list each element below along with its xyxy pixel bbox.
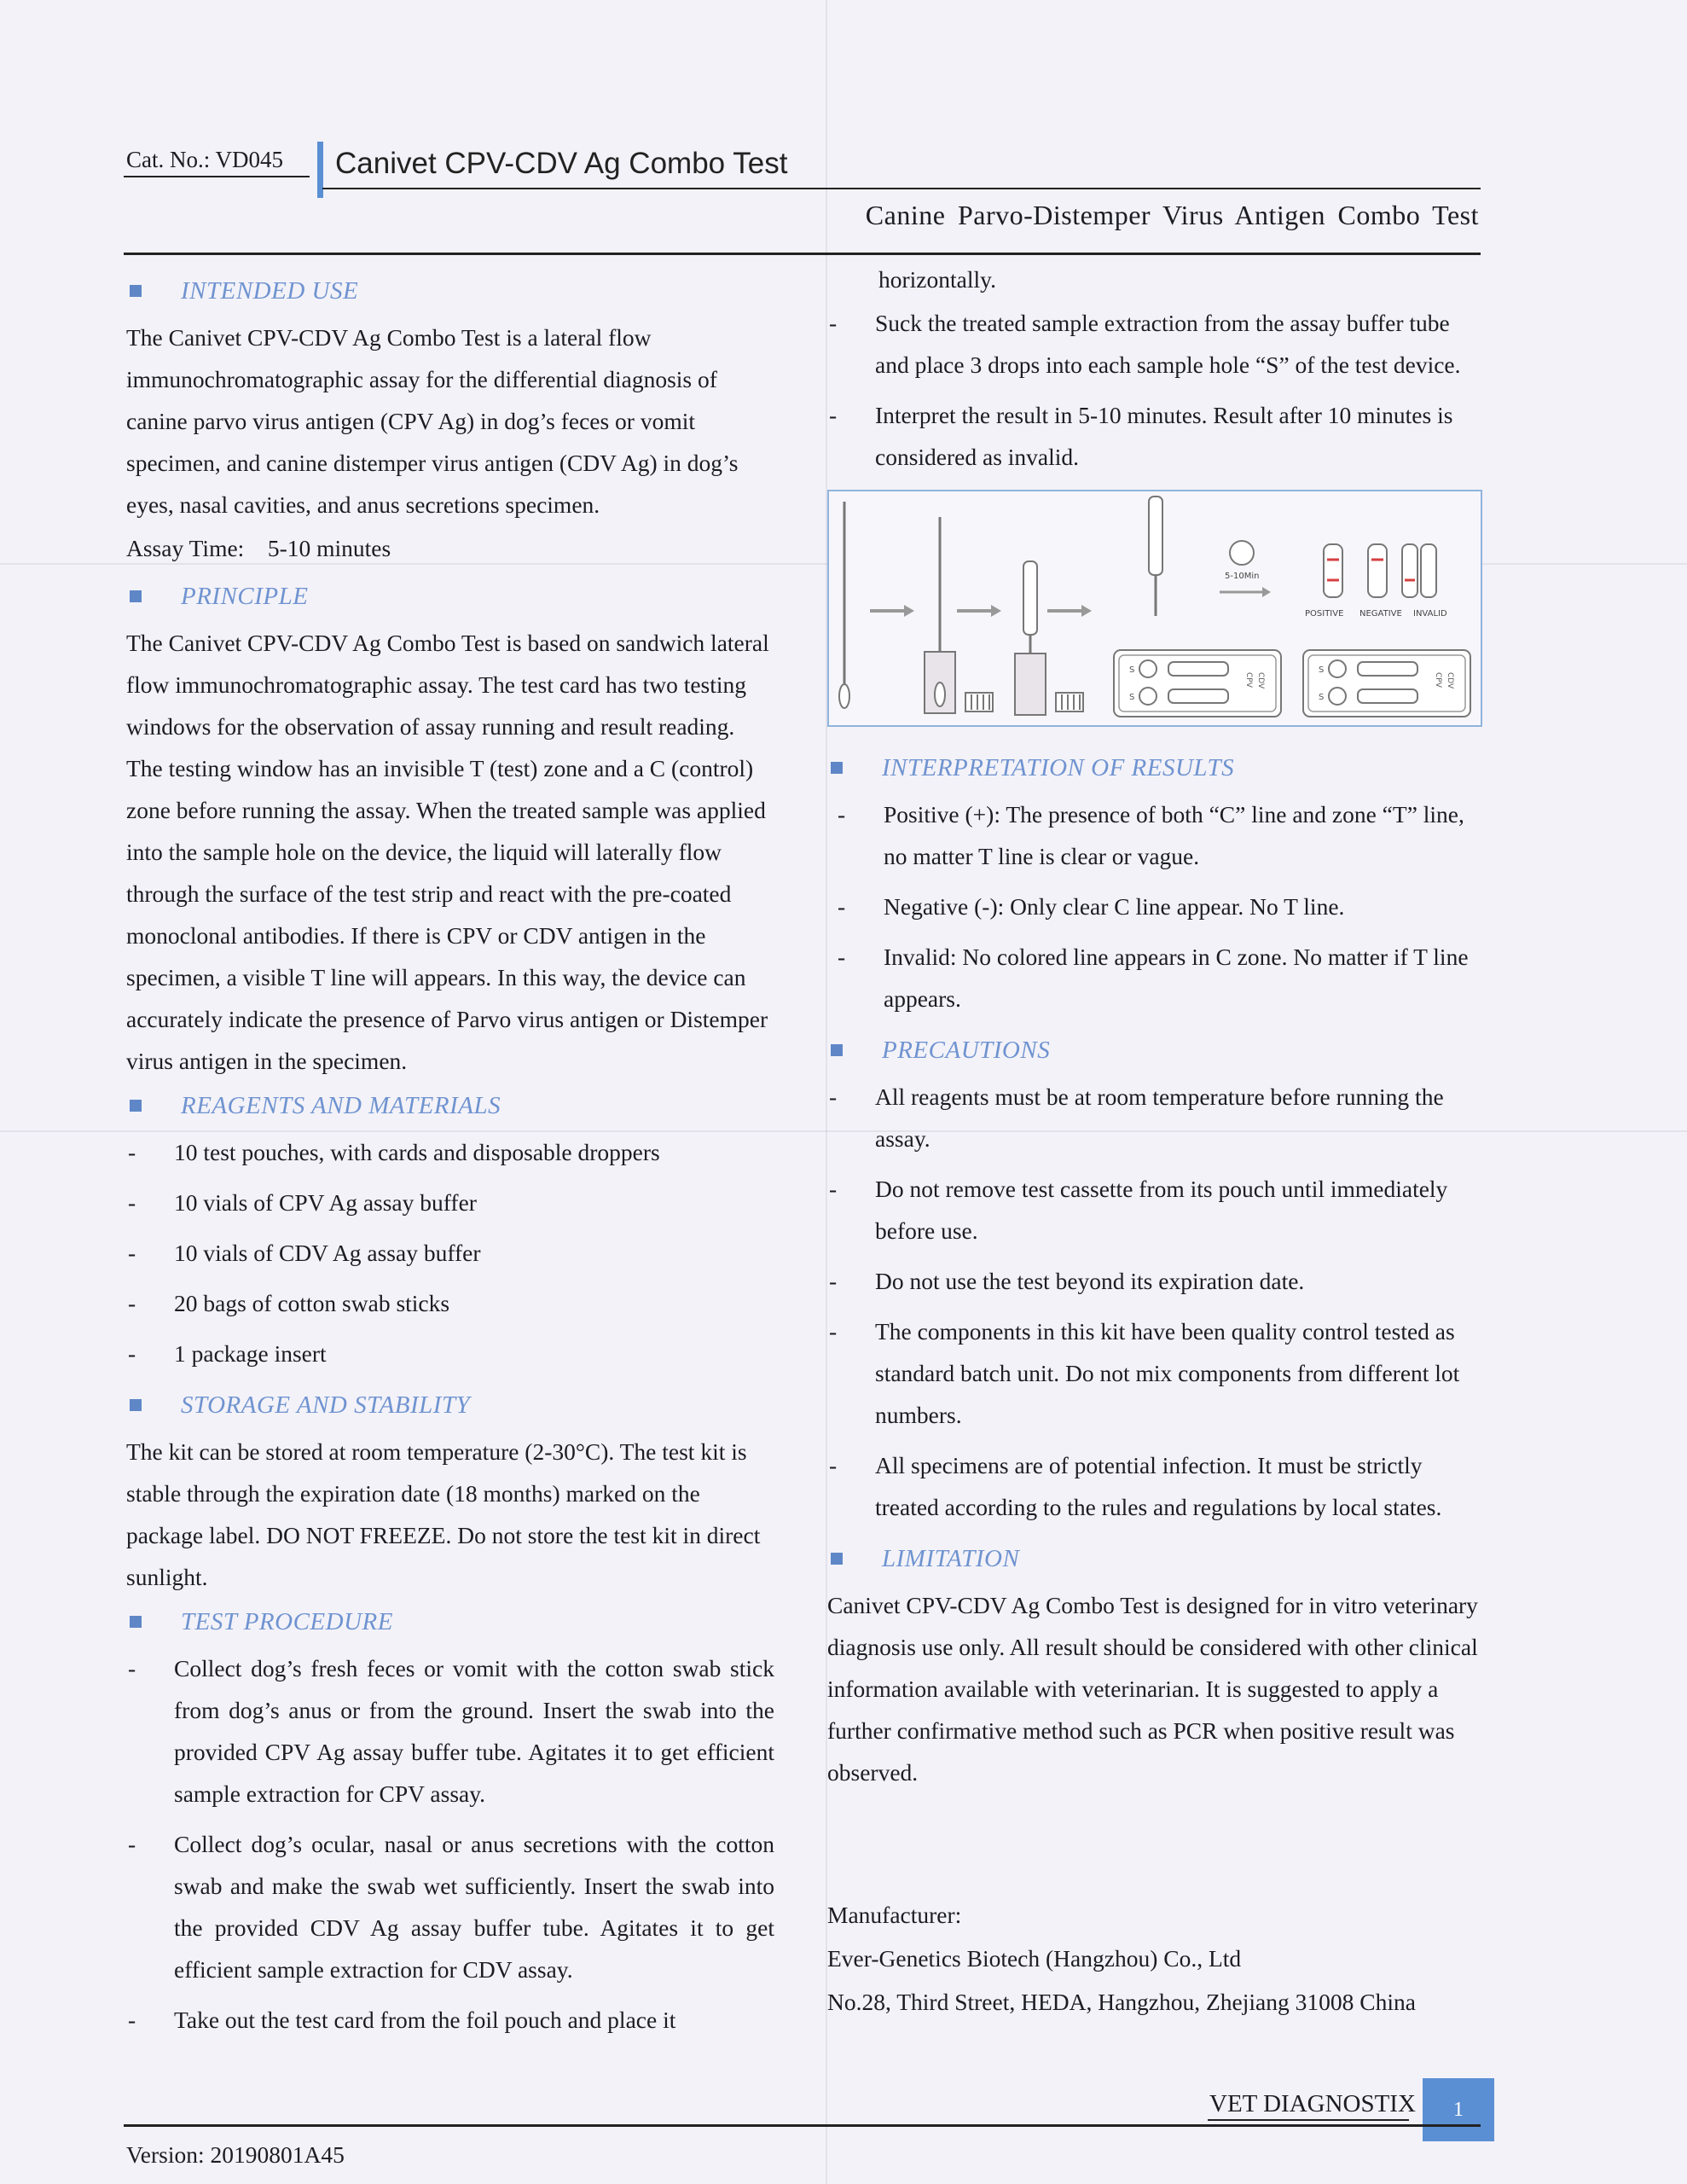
positive-label: POSITIVE — [1305, 609, 1344, 619]
list-item: - Collect dog’s ocular, nasal or anus secretions with the cotton swab and make the swab wet sufficiently. Insert the swab into the provided CDV Ag assay buffer tube. Agitates it to get efficient sample extraction for CDV assay. — [126, 1823, 774, 1990]
bullet-square-icon — [130, 1100, 142, 1112]
bullet-square-icon — [130, 1399, 142, 1411]
section-heading-principle: PRINCIPLE — [126, 574, 774, 619]
manufacturer-address: No.28, Third Street, HEDA, Hangzhou, Zhejiang 31008 China — [827, 1989, 1416, 2015]
left-column — [126, 267, 774, 2049]
procedure-continued: horizontally. — [878, 266, 996, 293]
arrow-icon — [1220, 587, 1271, 597]
procedure-list — [126, 1647, 774, 2041]
cdv-label: CDV — [1256, 672, 1265, 689]
interpretation-list — [827, 793, 1486, 1019]
bullet-square-icon — [831, 762, 843, 774]
document-subtitle: Canine Parvo-Distemper Virus Antigen Combo Test — [865, 200, 1479, 230]
reagents-list — [126, 1131, 774, 1374]
list-item: - Do not use the test beyond its expiration date. — [827, 1260, 1486, 1302]
section-heading-procedure: TEST PROCEDURE — [126, 1600, 774, 1644]
negative-label: NEGATIVE — [1359, 609, 1402, 619]
list-item: - Collect dog’s fresh feces or vomit with the cotton swab stick from dog’s anus or from the ground. Insert the swab into the provided CPV Ag assay buffer tube. Agitates it to get efficient sample extraction for CPV assay. — [126, 1647, 774, 1815]
footer-divider — [124, 2124, 1481, 2127]
result-invalid-icon — [1402, 544, 1436, 597]
list-item: - Invalid: No colored line appears in C zone. No matter if T line appears. — [836, 936, 1486, 1019]
arrow-icon — [957, 605, 1001, 617]
invalid-label: INVALID — [1413, 609, 1447, 619]
intended-use-text: The Canivet CPV-CDV Ag Combo Test is a lateral flow immunochromatographic assay for the differential diagnosis of canine parvo virus antigen (CPV Ag) in dog’s feces or vomit specimen, and canine distemper virus antigen (CDV Ag) in dog’s eyes, nasal cavities, and anus secretions specimen. — [126, 324, 739, 518]
list-item: - Positive (+): The presence of both “C” line and zone “T” line, no matter T line is clear or vague. — [836, 793, 1486, 877]
arrow-icon — [870, 605, 914, 617]
manufacturer-label: Manufacturer: — [827, 1902, 962, 1928]
cdv-label: CDV — [1446, 672, 1454, 689]
list-item: - Do not remove test cassette from its pouch until immediately before use. — [827, 1168, 1486, 1252]
cpv-label: CPV — [1434, 672, 1442, 688]
document-title: Canivet CPV-CDV Ag Combo Test — [335, 147, 788, 180]
sample-hole-label: S — [1129, 693, 1135, 702]
section-heading-intended-use: INTENDED USE — [126, 269, 774, 313]
manufacturer-block — [827, 1894, 1486, 2023]
list-item: - Interpret the result in 5-10 minutes. Result after 10 minutes is considered as invalid. — [827, 394, 1486, 478]
sample-hole-label: S — [1319, 665, 1325, 675]
sample-hole-label: S — [1129, 665, 1135, 675]
test-card-icon — [1303, 650, 1470, 717]
arrow-icon — [1047, 605, 1092, 617]
sample-hole-label: S — [1319, 693, 1325, 702]
principle-text: The Canivet CPV-CDV Ag Combo Test is based on sandwich lateral flow immunochromatographic assay. The test card has two testing windows for the observation of assay running and result reading. The testing window has an invisible T (test) zone and a C (control) zone before running the assay. When the treated sample was applied into the sample hole on the device, the liquid will laterally flow through the surface of the test strip and react with the pre-coated monoclonal antibodies. If there is CPV or CDV antigen in the specimen, a visible T line will appears. In this way, the device can accurately indicate the presence of Parvo virus antigen or Distemper virus antigen in the specimen. — [126, 630, 769, 1074]
test-card-icon — [1114, 650, 1281, 717]
bullet-square-icon — [130, 285, 142, 297]
list-item: - All specimens are of potential infection. It must be strictly treated according to the rules and regulations by local states. — [827, 1444, 1486, 1528]
list-item: - The components in this kit have been quality control tested as standard batch unit. Do not mix components from different lot numbers. — [827, 1310, 1486, 1436]
title-accent-bar — [317, 142, 323, 198]
list-item: - 10 test pouches, with cards and disposable droppers — [126, 1131, 774, 1173]
bullet-square-icon — [831, 1553, 843, 1565]
timer-icon — [1225, 541, 1259, 581]
dropper-tube-icon — [1015, 561, 1083, 715]
list-item: - Suck the treated sample extraction from the assay buffer tube and place 3 drops into each sample hole “S” of the test device. — [827, 302, 1486, 386]
assay-time: Assay Time: 5-10 minutes — [126, 535, 391, 561]
list-item: - Take out the test card from the foil pouch and place it — [126, 1999, 774, 2041]
limitation-text: Canivet CPV-CDV Ag Combo Test is designed for in vitro veterinary diagnosis use only. All result should be considered with other clinical information available with veterinarian. It is suggested to apply a further confirmative method such as PCR when positive result was observed. — [827, 1592, 1478, 1786]
dropper-icon — [1149, 497, 1162, 616]
result-negative-icon — [1368, 544, 1387, 597]
manufacturer-name: Ever-Genetics Biotech (Hangzhou) Co., Ltd — [827, 1945, 1242, 1972]
list-item: - 10 vials of CDV Ag assay buffer — [126, 1232, 774, 1274]
brand-underline — [1208, 2119, 1409, 2121]
catalog-underline — [124, 176, 310, 177]
list-item: - Negative (-): Only clear C line appear. No T line. — [836, 886, 1486, 927]
section-heading-storage: STORAGE AND STABILITY — [126, 1383, 774, 1427]
version-label: Version: 20190801A45 — [126, 2141, 345, 2168]
bullet-square-icon — [130, 590, 142, 602]
list-item: - 20 bags of cotton swab sticks — [126, 1282, 774, 1324]
cpv-label: CPV — [1244, 672, 1253, 688]
list-item: - 10 vials of CPV Ag assay buffer — [126, 1182, 774, 1223]
page-number: 1 — [1423, 2078, 1494, 2141]
section-heading-reagents: REAGENTS AND MATERIALS — [126, 1083, 774, 1128]
buffer-tube-with-swab-icon — [925, 517, 993, 713]
brand-name: VET DIAGNOSTIX — [1209, 2090, 1416, 2117]
section-heading-interpretation: INTERPRETATION OF RESULTS — [827, 746, 1486, 790]
section-heading-precautions: PRECAUTIONS — [827, 1028, 1486, 1072]
catalog-number: Cat. No.: VD045 — [126, 147, 284, 172]
precautions-list — [827, 1076, 1486, 1528]
bullet-square-icon — [130, 1616, 142, 1628]
storage-text: The kit can be stored at room temperature (2-30°C). The test kit is stable through the expiration date (18 months) marked on the package label. DO NOT FREEZE. Do not store the test kit in direct sunlight. — [126, 1438, 761, 1590]
timer-label: 5-10Min — [1225, 572, 1260, 581]
right-column — [827, 258, 1486, 2024]
procedure-illustration — [827, 490, 1482, 727]
list-item: - All reagents must be at room temperature before running the assay. — [827, 1076, 1486, 1159]
procedure-list-continued — [827, 302, 1486, 478]
procedure-diagram — [829, 491, 1481, 725]
bullet-square-icon — [831, 1044, 843, 1056]
result-positive-icon — [1324, 544, 1342, 597]
swab-icon — [839, 502, 849, 708]
list-item: - 1 package insert — [126, 1333, 774, 1374]
header-divider — [124, 253, 1481, 255]
section-heading-limitation: LIMITATION — [827, 1536, 1486, 1581]
header-rule — [322, 188, 1481, 189]
